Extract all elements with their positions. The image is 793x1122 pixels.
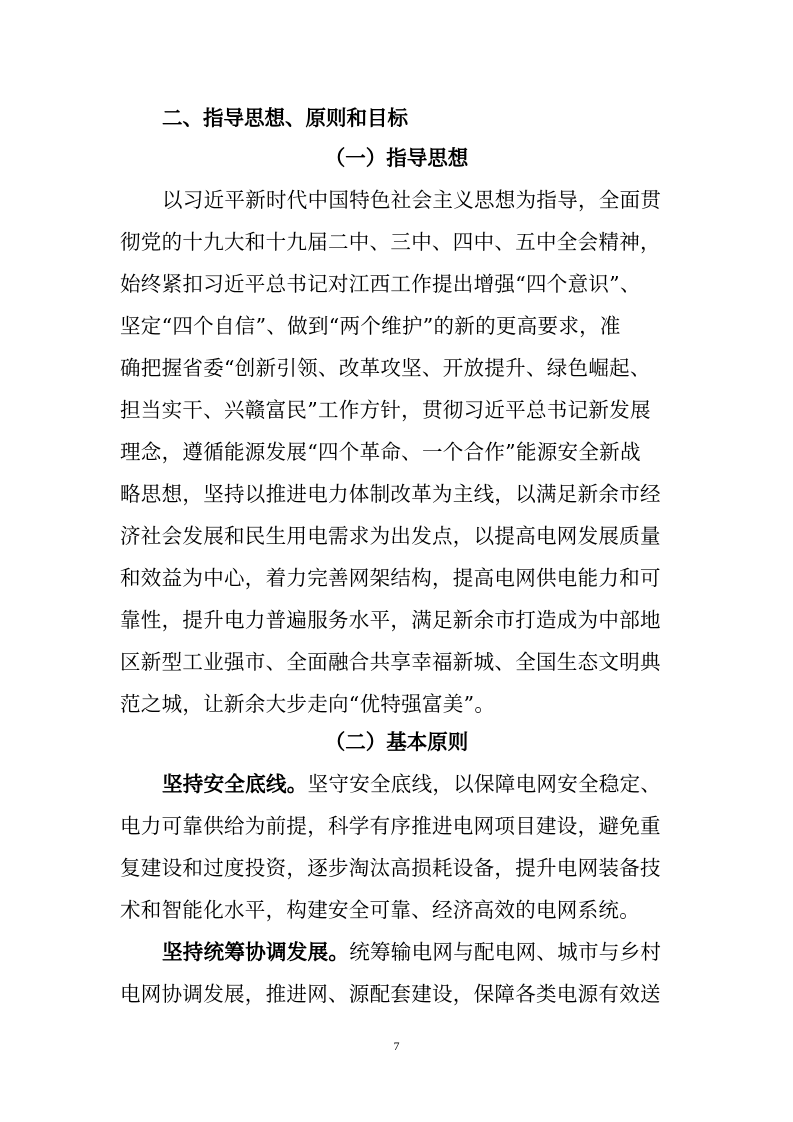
- principle-lead: 坚持统筹协调发展。: [162, 940, 350, 964]
- paragraph-line: 靠性，提升电力普遍服务水平，满足新余市打造成为中部地: [120, 608, 661, 632]
- principle-text: 统筹输电网与配电网、城市与乡村: [349, 940, 662, 964]
- paragraph-line: 以习近平新时代中国特色社会主义思想为指导，全面贯: [162, 188, 662, 212]
- paragraph-line: 确把握省委“创新引领、改革攻坚、开放提升、绿色崛起、: [120, 356, 651, 380]
- paragraph-line: [162, 932, 680, 972]
- page-number: 7: [393, 1039, 400, 1053]
- paragraph-line: 术和智能化水平，构建安全可靠、经济高效的电网系统。: [120, 898, 640, 922]
- paragraph-line: 电力可靠供给为前提，科学有序推进电网项目建设，避免重: [120, 814, 661, 838]
- paragraph-line: 济社会发展和民生用电需求为出发点，以提高电网发展质量: [120, 524, 661, 548]
- basic-principles-heading: （二）基本原则: [324, 730, 469, 754]
- paragraph-line: 和效益为中心，着力完善网架结构，提高电网供电能力和可: [120, 566, 661, 590]
- paragraph-line: 坚定“四个自信”、做到“两个维护”的新的更高要求，准: [120, 314, 621, 338]
- paragraph-line: 彻党的十九大和十九届二中、三中、四中、五中全会精神，: [120, 230, 661, 254]
- paragraph-line: 复建设和过度投资，逐步淘汰高损耗设备，提升电网装备技: [120, 856, 661, 880]
- paragraph-line: 电网协调发展，推进网、源配套建设，保障各类电源有效送: [120, 982, 661, 1006]
- paragraph-line: 略思想，坚持以推进电力体制改革为主线，以满足新余市经: [120, 482, 661, 506]
- paragraph-line: 始终紧扣习近平总书记对江西工作提出增强“四个意识”、: [120, 272, 641, 296]
- principle-lead: 坚持安全底线。: [162, 772, 308, 796]
- paragraph-line: 范之城，让新余大步走向“优特强富美”。: [120, 692, 496, 716]
- paragraph-line: 担当实干、兴赣富民”工作方针，贯彻习近平总书记新发展: [120, 398, 651, 422]
- paragraph-line: 区新型工业强市、全面融合共享幸福新城、全国生态文明典: [120, 650, 661, 674]
- section-title: 二、指导思想、原则和目标: [162, 106, 408, 130]
- principle-text: 坚守安全底线，以保障电网安全稳定、: [307, 772, 662, 796]
- guiding-ideology-heading: （一）指导思想: [324, 146, 469, 170]
- paragraph-line: 理念，遵循能源发展“四个革命、一个合作”能源安全新战: [120, 440, 641, 464]
- paragraph-line: [162, 764, 680, 804]
